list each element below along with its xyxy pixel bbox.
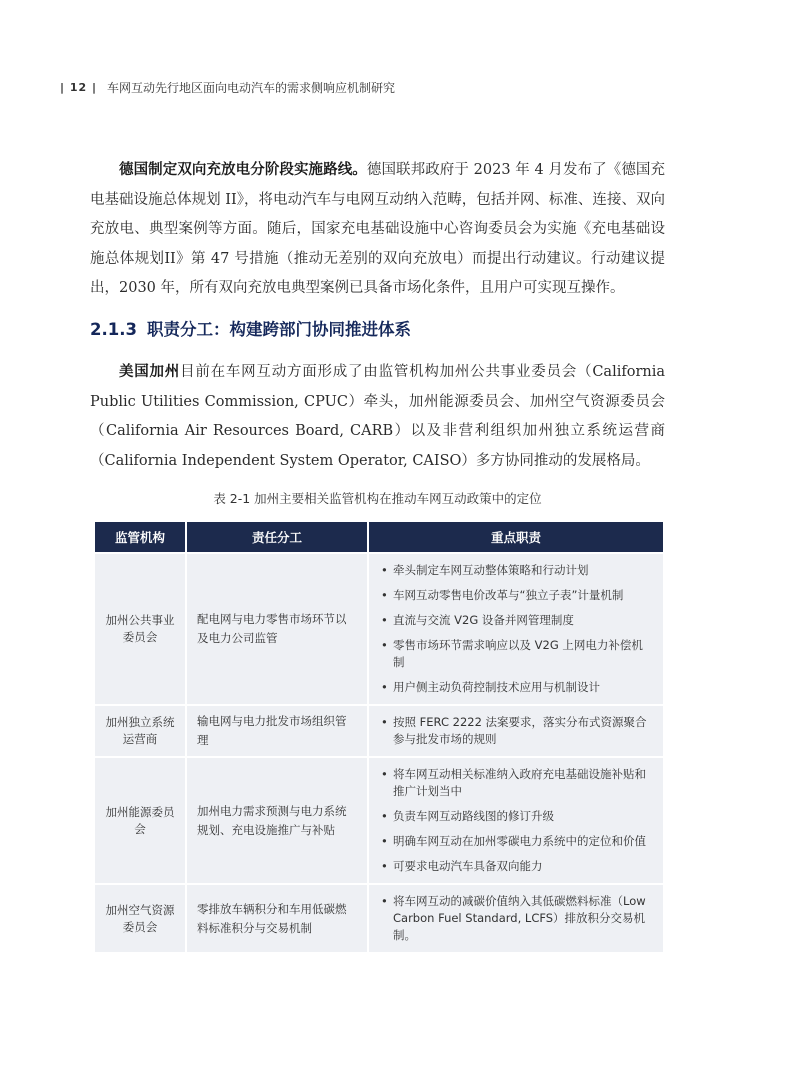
duty-item: • 用户侧主动负荷控制技术应用与机制设计 (379, 679, 653, 696)
duty-item: • 明确车网互动在加州零碳电力系统中的定位和价值 (379, 833, 653, 850)
table-row (95, 554, 663, 704)
duty-list (379, 562, 653, 696)
duty-item: • 按照 FERC 2222 法案要求，落实分布式资源聚合参与批发市场的规则 (379, 714, 653, 748)
duty-item: • 将车网互动相关标准纳入政府充电基础设施补贴和推广计划当中 (379, 766, 653, 800)
duties-cell (369, 554, 663, 704)
duty-list (379, 893, 653, 944)
header-duties: 重点职责 (369, 522, 663, 552)
duty-item: • 车网互动零售电价改革与“独立子表”计量机制 (379, 587, 653, 604)
table-header-row (95, 522, 663, 552)
responsibility-cell: 配电网与电力零售市场环节以及电力公司监管 (187, 554, 367, 704)
duties-cell (369, 885, 663, 952)
table-row (95, 758, 663, 883)
responsibility-cell: 输电网与电力批发市场组织管理 (187, 706, 367, 756)
duty-item: • 零售市场环节需求响应以及 V2G 上网电力补偿机制 (379, 637, 653, 671)
page-number: 12 (69, 81, 88, 94)
paragraph-body-california: 目前在车网互动方面形成了由监管机构加州公共事业委员会（California Public Utilities Commission, CPUC）牵头，加州能源委员会、加州空气资源委员会（California Air Resources Board, CARB）以及非营利组织加州独立系统运营商（California Independent System Operator, CAISO）多方协同推动的发展格局。 (90, 364, 665, 469)
running-title: 车网互动先行地区面向电动汽车的需求侧响应机制研究 (107, 81, 396, 95)
duty-item: • 负责车网互动路线图的修订升级 (379, 808, 653, 825)
duty-item: • 直流与交流 V2G 设备并网管理制度 (379, 612, 653, 629)
paragraph-lead-california: 美国加州 (119, 363, 181, 380)
regulator-table (93, 520, 665, 954)
duty-list (379, 714, 653, 748)
agency-cell: 加州独立系统运营商 (95, 706, 185, 756)
duty-item: • 将车网互动的减碳价值纳入其低碳燃料标准（Low Carbon Fuel Standard, LCFS）排放积分交易机制。 (379, 893, 653, 944)
running-header (60, 79, 395, 96)
section-number: 2.1.3 (90, 320, 137, 339)
paragraph-california (90, 357, 665, 476)
duty-item: • 可要求电动汽车具备双向能力 (379, 858, 653, 875)
duty-list (379, 766, 653, 875)
paragraph-lead-germany: 德国制定双向充放电分阶段实施路线。 (119, 161, 367, 178)
responsibility-cell: 加州电力需求预测与电力系统规划、充电设施推广与补贴 (187, 758, 367, 883)
header-agency: 监管机构 (95, 522, 185, 552)
page-number-mark: | 12 | (60, 81, 98, 94)
duties-cell (369, 758, 663, 883)
agency-cell: 加州空气资源委员会 (95, 885, 185, 952)
paragraph-body-germany: 德国联邦政府于 2023 年 4 月发布了《德国充电基础设施总体规划 II》，将电动汽车与电网互动纳入范畴，包括并网、标准、连接、双向充放电、典型案例等方面。随后，国家充电基础设施中心咨询委员会为实施《充电基础设施总体规划II》第 47 号措施（推动无差别的双向充放电）而提出行动建议。行动建议提出，2030 年，所有双向充放电典型案例已具备市场化条件，且用户可实现互操作。 (90, 162, 666, 297)
header-responsibility: 责任分工 (187, 522, 367, 552)
section-title: 职责分工：构建跨部门协同推进体系 (146, 320, 411, 339)
table-row (95, 706, 663, 756)
paragraph-germany (90, 155, 665, 304)
table-row (95, 885, 663, 952)
duty-item: • 牵头制定车网互动整体策略和行动计划 (379, 562, 653, 579)
table-caption: 表 2-1 加州主要相关监管机构在推动车网互动政策中的定位 (213, 491, 542, 506)
responsibility-cell: 零排放车辆积分和车用低碳燃料标准积分与交易机制 (187, 885, 367, 952)
duties-cell (369, 706, 663, 756)
agency-cell: 加州公共事业委员会 (95, 554, 185, 704)
section-heading (90, 316, 411, 340)
agency-cell: 加州能源委员会 (95, 758, 185, 883)
